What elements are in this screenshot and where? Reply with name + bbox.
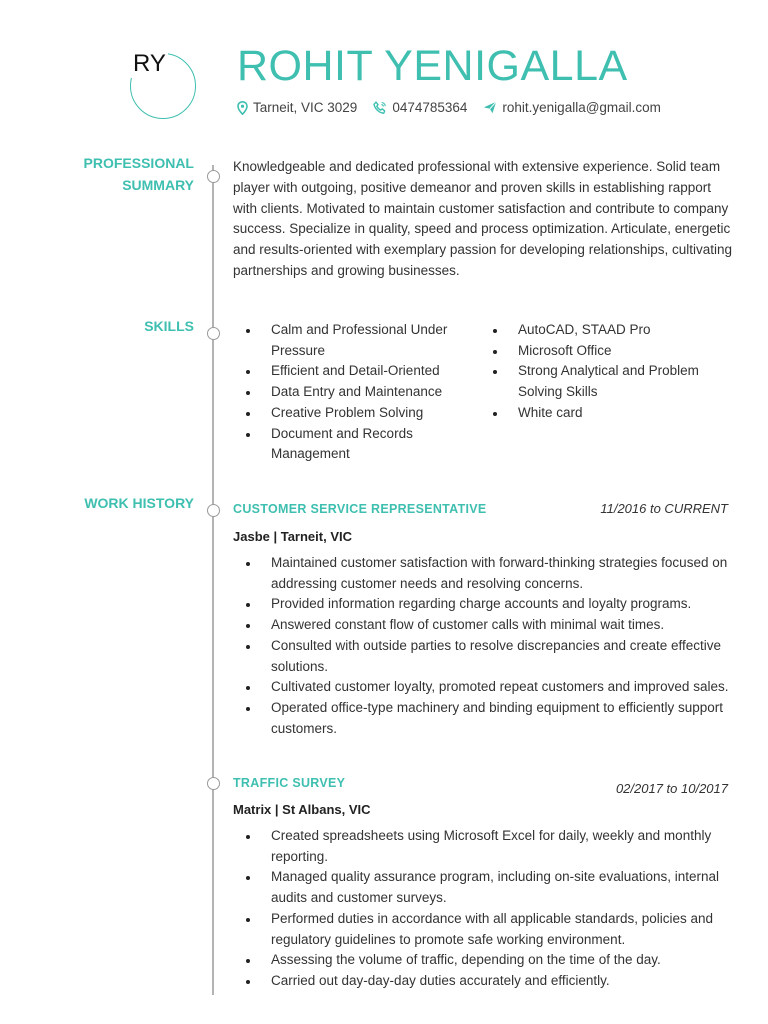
skill-item: AutoCAD, STAAD Pro: [480, 320, 730, 341]
skill-item: Document and Records Management: [233, 424, 473, 465]
duty-item: Operated office-type machinery and binding equipment to efficiently support customers.: [233, 698, 733, 739]
summary-text: Knowledgeable and dedicated professional with extensive experience. Solid team player with outgoing, positive demeanor and proven skills in establishing rapport with clients. Motivated to maintain customer satisfaction and contribute to company success. Specialize in quality, speed and process optimization. Articulate, energetic and results-oriented with exemplary passion for developing relationships, cultivating partnerships and growing businesses.: [233, 159, 733, 278]
job-company: Jasbe | Tarneit, VIC: [233, 529, 352, 544]
duty-item: Performed duties in accordance with all applicable standards, policies and regulatory guidelines to promote safe working environment.: [233, 909, 733, 950]
monogram-circle: [130, 50, 196, 119]
skill-item: Efficient and Detail-Oriented: [233, 361, 473, 382]
contact-email: [483, 100, 661, 115]
contact-bar: [237, 100, 677, 115]
contact-phone: [373, 100, 467, 115]
duty-item: Maintained customer satisfaction with forward-thinking strategies focused on addressing customer needs and resolving concerns.: [233, 553, 733, 594]
skill-item: Strong Analytical and Problem Solving Skills: [480, 361, 730, 402]
skills-column-1: [233, 320, 473, 465]
duty-item: Cultivated customer loyalty, promoted repeat customers and improved sales.: [233, 677, 733, 698]
summary-heading: PROFESSIONAL SUMMARY: [83, 155, 194, 193]
monogram-initials: RY: [133, 50, 166, 77]
skill-item: Creative Problem Solving: [233, 403, 473, 424]
send-icon: [483, 101, 497, 114]
skills-column-2: [480, 320, 730, 424]
location-text: Tarneit, VIC 3029: [253, 100, 358, 115]
timeline-node-summary: [207, 170, 220, 183]
map-pin-icon: [237, 101, 248, 115]
email-text: rohit.yenigalla@gmail.com: [502, 100, 661, 115]
duty-item: Provided information regarding charge accounts and loyalty programs.: [233, 594, 733, 615]
phone-text: 0474785364: [392, 100, 468, 115]
skill-item: Calm and Professional Under Pressure: [233, 320, 473, 361]
job-1-duties: [233, 553, 733, 739]
job-title: CUSTOMER SERVICE REPRESENTATIVE: [233, 502, 487, 516]
duty-item: Carried out day-day-day duties accurately and efficiently.: [233, 971, 733, 992]
skill-item: Data Entry and Maintenance: [233, 382, 473, 403]
job-title: TRAFFIC SURVEY: [233, 776, 346, 790]
skill-item: Microsoft Office: [480, 341, 730, 362]
duty-item: Assessing the volume of traffic, depending on the time of the day.: [233, 950, 733, 971]
duty-item: Managed quality assurance program, including on-site evaluations, internal audits and customer surveys.: [233, 867, 733, 908]
timeline-node-skills: [207, 327, 220, 340]
skills-heading: SKILLS: [144, 318, 194, 334]
duty-item: Created spreadsheets using Microsoft Excel for daily, weekly and monthly reporting.: [233, 826, 733, 867]
job-dates: 11/2016 to CURRENT: [600, 501, 728, 516]
contact-location: [237, 100, 357, 115]
candidate-name: ROHIT YENIGALLA: [237, 42, 628, 90]
timeline-node-work: [207, 504, 220, 517]
job-company: Matrix | St Albans, VIC: [233, 802, 371, 817]
job-2-duties: [233, 826, 733, 992]
timeline-line: [212, 165, 214, 995]
skill-item: White card: [480, 403, 730, 424]
work-history-heading: WORK HISTORY: [84, 495, 194, 511]
job-dates: 02/2017 to 10/2017: [615, 781, 728, 796]
duty-item: Answered constant flow of customer calls with minimal wait times.: [233, 615, 733, 636]
timeline-node-job-2: [207, 777, 220, 790]
duty-item: Consulted with outside parties to resolve discrepancies and create effective solutions.: [233, 636, 733, 677]
phone-icon: [373, 101, 387, 115]
